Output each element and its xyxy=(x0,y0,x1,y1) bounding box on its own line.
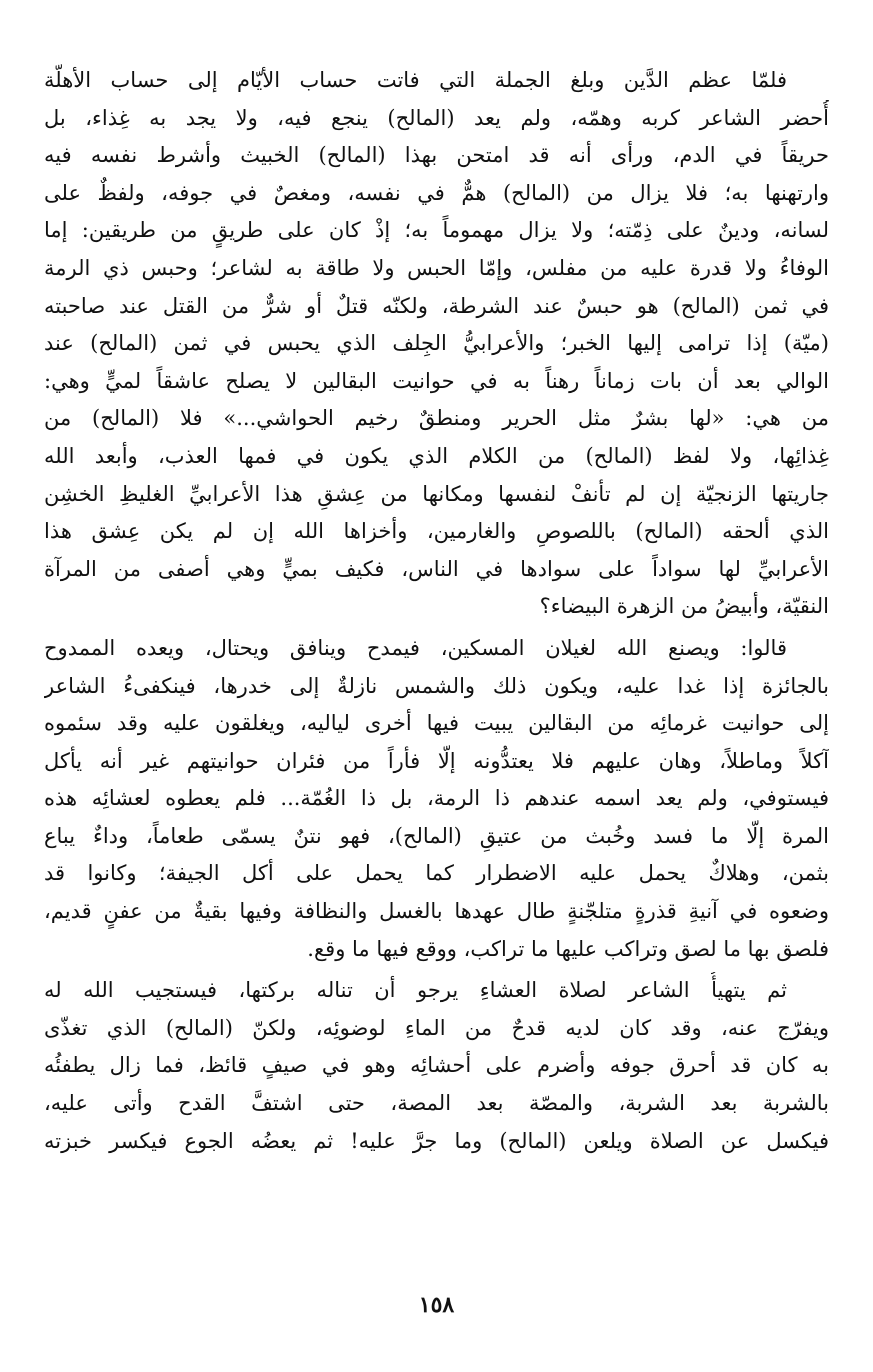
text-line: إلى حوانيت غرمائِه من البقالين يبيت فيها أخرى لياليه، ويغلقون عليه وقد سئموه xyxy=(44,711,829,736)
text-line: فيكسل عن الصلاة ويلعن (المالح) وما جرَّ عليه! ثم يعضُه الجوع فيكسر خبزته xyxy=(44,1128,829,1153)
text-line: وضعوه في آنيةِ قذرةٍ متلجّنةٍ طال عهدها بالغسل والنظافة وفيها بقيةٌ من عفنٍ قديم، xyxy=(44,899,829,924)
text-line: (ميّة) إذا ترامى إليها الخبر؛ والأعرابيُّ الجِلف الذي يحبس في ثمن (المالح) عند xyxy=(44,331,829,356)
text-line: الأعرابيِّ لها سواداً على سوادها في الناس، فكيف بميٍّ وهي أصفى من المرآة xyxy=(44,556,829,581)
text-line: من هي: «لها بشرٌ مثل الحرير ومنطقٌ رخيم الحواشي...» فلا (المالح) من xyxy=(44,406,829,431)
text-line: فلصق بها ما لصق وتراكب عليها ما تراكب، ووقع فيها ما وقع. xyxy=(307,936,829,961)
text-line: الوفاءُ ولا قدرة عليه من مفلس، وإمّا الحبس ولا طاقة به لشاعر؛ وحبس ذي الرمة xyxy=(44,255,829,280)
text-line: بالشربة بعد الشربة، والمصّة بعد المصة، حتى اشتفَّ القدح وأتى عليه، xyxy=(44,1091,829,1116)
page-number: ١٥٨ xyxy=(418,1292,455,1318)
text-line: المرة إلّا ما فسد وخُبث من عتيقِ (المالح)، فهو نتنٌ يسمّى طعاماً، وداءٌ يباع xyxy=(44,823,829,848)
text-line: ثم يتهيأُ الشاعر لصلاة العشاءِ يرجو أن تناله بركتها، فيستجيب الله له xyxy=(44,978,787,1003)
text-line: بالجائزة إذا غدا عليه، ويكون ذلك والشمس نازلةٌ إلى خدرها، فينكفىءُ الشاعر xyxy=(44,673,829,698)
text-line: الذي ألحقه (المالح) باللصوصِ والغارمين، وأخزاها الله إن لم يكن عِشق هذا xyxy=(44,519,829,544)
text-line: آكلاً وماطلاً، وهان عليهم فلا يعتدُّونه إلّا فأراً من فئران حوانيتهم غير أنه يأكل xyxy=(44,748,829,773)
text-line: بثمن، وهلاكٌ يحمل عليه الاضطرار كما يحمل على أكل الجيفة؛ وكانوا قد xyxy=(44,861,829,886)
text-line: حريقاً في الدم، ورأى أنه قد امتحن بهذا (المالح) الخبيث وأشرط نفسه فيه xyxy=(44,143,829,168)
text-line: فلمّا عظم الدَّين وبلغ الجملة التي فاتت حساب الأيّام إلى حساب الأهلّة xyxy=(44,68,787,92)
text-line: غِذائِها، ولا لفظ (المالح) من الكلام الذي يكون في فمها العذب، وأبعد الله xyxy=(44,443,829,468)
text-line: فيستوفي، ولم يعد اسمه عندهم ذا الرمة، بل ذا الغُمّة... فلم يعطوه لعشائِه هذه xyxy=(44,786,829,811)
text-line: وارتهنها به؛ فلا يزال من (المالح) همٌّ في نفسه، ومغصٌ في جوفه، ولفظٌ على xyxy=(44,180,829,205)
text-line: في ثمن (المالح) هو حبسٌ عند الشرطة، ولكنّه قتلٌ أو شرٌّ من القتل عند صاحبته xyxy=(44,293,829,318)
paragraph-3 xyxy=(44,972,829,1160)
text-line: أُحضر الشاعر كربه وهمّه، ولم يعد (المالح) ينجع فيه، ولا يجد به غِذاء، بل xyxy=(44,105,829,130)
text-line: ويفرّج عنه، وقد كان لديه قدحٌ من الماءِ لوضوئِه، ولكنّ (المالح) الذي تغذّى xyxy=(44,1015,829,1040)
text-line: لسانه، ودينٌ على ذِمّته؛ ولا يزال مهموماً به؛ إذْ كان على طريقٍ من طريقين: إما xyxy=(44,218,829,243)
text-line: النقيّة، وأبيضُ من الزهرة البيضاء؟ xyxy=(539,594,829,619)
text-line: به كان قد أحرق جوفه وأضرم على أحشائِه وهو في صيفٍ قائظ، فما زال يطفئُه xyxy=(44,1053,829,1078)
paragraph-1 xyxy=(44,62,829,626)
text-line: جاريتها الزنجيّة إن لم تأنفْ لنفسها ومكانها من عِشقِ هذا الأعرابيِّ الغليظِ الخشِن xyxy=(44,481,829,506)
text-line: الوالي بعد أن بات زماناً رهناً به في حوانيت البقالين لا يصلح عاشقاً لميٍّ وهي: xyxy=(44,368,829,393)
paragraph-2 xyxy=(44,630,829,968)
text-line: قالوا: ويصنع الله لغيلان المسكين، فيمدح وينافق ويحتال، ويعده الممدوح xyxy=(44,635,787,660)
body-text xyxy=(44,62,829,1160)
